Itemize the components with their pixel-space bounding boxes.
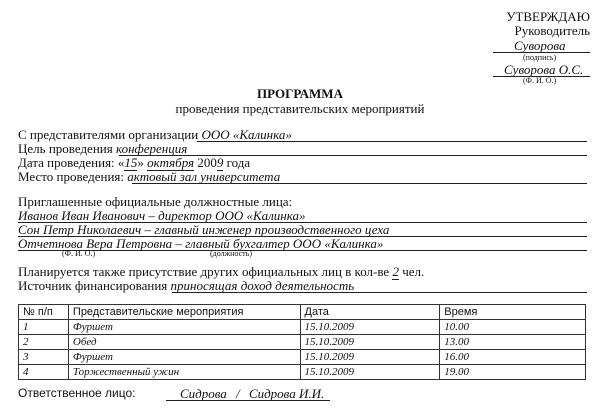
header-time: Время <box>440 305 586 320</box>
date-month: октября <box>147 155 195 170</box>
signature-caption: (подпись) <box>523 53 557 62</box>
approver-name-caption: (Ф. И. О.) <box>523 76 557 85</box>
approve-word: УТВЕРЖДАЮ <box>506 9 590 24</box>
header-number: № п/п <box>19 305 69 320</box>
org-line: С представителями организации ООО «Калинка» <box>18 127 292 142</box>
purpose-line: Цель проведения конференция <box>18 141 188 156</box>
invited-person-2: Сон Петр Николаевич – главный инженер производственного цеха <box>18 222 390 237</box>
approver-signature: Суворова <box>514 38 566 53</box>
date-day: 15 <box>124 155 138 170</box>
org-underline <box>197 141 587 142</box>
approval-block <box>480 10 590 38</box>
purpose-value: конференция <box>115 141 188 156</box>
approver-name: Суворова О.С. <box>504 62 584 77</box>
invited-heading: Приглашенные официальные должностные лица: <box>18 194 293 209</box>
date-line: Дата проведения: «15» октября 2009 года <box>18 155 251 170</box>
table-row: 1 Фуршет 15.10.2009 10.00 <box>19 320 586 335</box>
caption-position: (должность) <box>210 249 252 258</box>
table-header-row <box>19 305 586 320</box>
header-date: Дата <box>300 305 440 320</box>
caption-name: (Ф. И. О.) <box>62 249 96 258</box>
header-event: Представительские мероприятия <box>68 305 300 320</box>
invited-person-1: Иванов Иван Иванович – директор ООО «Калинка» <box>18 208 306 223</box>
place-line: Место проведения: актовый зал университета <box>18 169 281 184</box>
date-year-digit: 9 <box>216 155 224 170</box>
table-row: 3 Фуршет 15.10.2009 16.00 <box>19 350 586 365</box>
funding-line: Источник финансирования приносящая доход деятельность <box>18 278 355 293</box>
org-value: ООО «Калинка» <box>201 127 292 142</box>
events-table <box>18 304 586 380</box>
table-row: 2 Обед 15.10.2009 13.00 <box>19 335 586 350</box>
responsible-signature: Сидрова <box>180 386 227 401</box>
funding-underline <box>172 292 587 293</box>
funding-value: приносящая доход деятельность <box>170 278 355 293</box>
approver-role: Руководитель <box>514 23 590 38</box>
responsible-name: Сидрова И.И. <box>248 386 325 401</box>
responsible-underline <box>166 400 330 401</box>
doc-subtitle: проведения представительских мероприятий <box>175 101 425 116</box>
invited-underline-3 <box>18 250 587 251</box>
place-underline <box>132 183 587 184</box>
invited-person-3: Отчетнова Вера Петровна – главный бухгалтер ООО «Калинка» <box>18 236 384 251</box>
place-value: актовый зал университета <box>127 169 281 184</box>
doc-title: ПРОГРАММА <box>257 86 343 101</box>
table-row: 4 Торжественный ужин 15.10.2009 19.00 <box>19 365 586 380</box>
other-count: 2 <box>392 264 399 279</box>
responsible-slash: / <box>236 386 240 401</box>
responsible-label: Ответственное лицо: <box>18 386 136 400</box>
other-officials-line: Планируется также присутствие других официальных лиц в кол-ве 2 чел. <box>18 264 425 279</box>
